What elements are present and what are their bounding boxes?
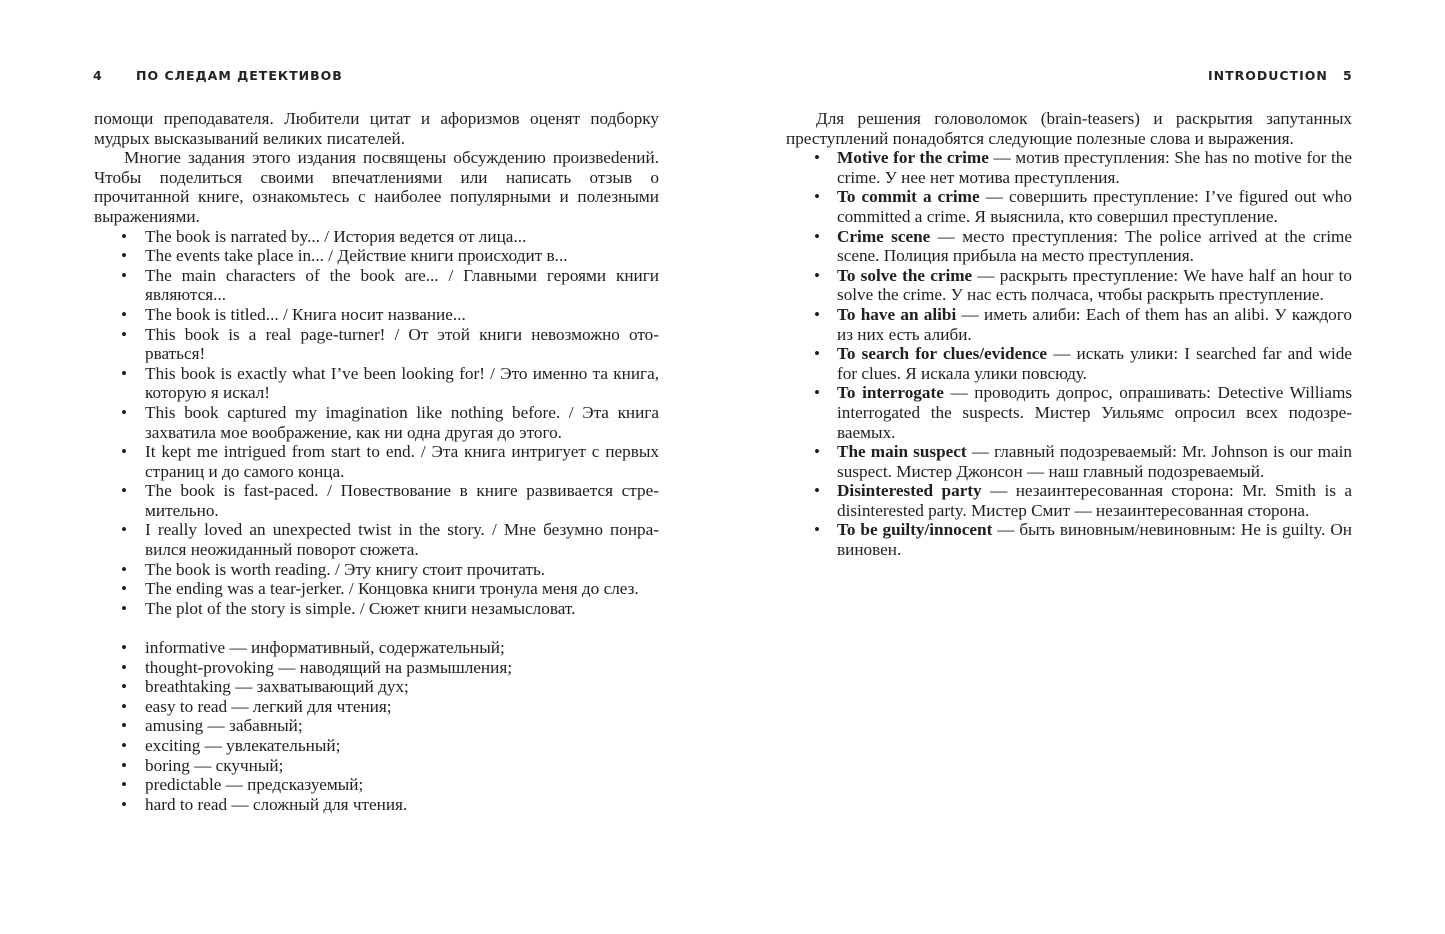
list-item: • The book is worth reading. / Эту книгу стоит прочитать. (94, 560, 659, 580)
term-item (786, 227, 1352, 266)
term-item (786, 266, 1352, 305)
terms-list (786, 148, 1352, 559)
paragraph: помощи преподавателя. Любители цитат и афоризмов оценят подборку мудрых высказываний великих писателей. (94, 109, 659, 148)
term-item (786, 520, 1352, 559)
term-definition: — главный подозреваемый: Mr. Johnson is our main suspect. Мистер Джонсон — наш главный подозреваемый. (837, 442, 1353, 481)
term-definition: — быть виновным/невиновным: He is guilty. Он виновен. (837, 520, 1352, 560)
left-text-block (94, 109, 659, 814)
term-item (786, 344, 1352, 383)
paragraph: Многие задания этого издания посвящены обсуждению произвеdений. Чтобы поделиться своими впечатлениями или написать отзыв о прочитанной книге, ознакомьтесь с наиболее популярными и полезными выражениями. (94, 148, 659, 226)
term-item (786, 305, 1352, 344)
intro-paragraph: Для решения головоломок (brain-teasers) и раскрытия запутанных преступлений понадобятся следующие полезные слова и выражения. (786, 109, 1352, 148)
left-page-number: 4 (93, 68, 103, 83)
left-page (0, 0, 722, 934)
term-definition: — место преступления: The police arrived at the crime scene. Полиция прибыла на место преступления. (837, 226, 1353, 266)
list-item: • The book is narrated by... / История ведется от лица... (94, 227, 659, 247)
right-text-block (786, 109, 1352, 560)
term: To solve the crime (837, 265, 973, 285)
right-page (722, 0, 1445, 934)
term-item (786, 148, 1352, 187)
list-item: • The events take place in... / Действие книги происходит в... (94, 246, 659, 266)
term-item (786, 187, 1352, 226)
list-item: • exciting — увлекательный; (94, 736, 659, 756)
term-definition: — проводить допрос, опрашивать: Detective Williams interrogated the suspects. Мистер Уильямс опросил всех подозреваемых. (837, 383, 1353, 442)
left-running-title: ПО СЛЕДАМ ДЕТЕКТИВОВ (136, 68, 343, 83)
list-item: • thought-provoking — наводящий на размышления; (94, 658, 659, 678)
list-item: • hard to read — сложный для чтения. (94, 795, 659, 815)
term: The main suspect (837, 442, 967, 462)
term: To have an alibi (837, 304, 957, 324)
list-item: • It kept me intrigued from start to end. / Эта книга интригует с первых страниц и до самого конца. (94, 442, 659, 481)
list-item: • amusing — забавный; (94, 716, 659, 736)
adjectives-list (94, 638, 659, 814)
term-definition: — незаинтересованная сторона: Mr. Smith is a disinterested party. Мистер Смит — незаинтересованная сторона. (837, 481, 1352, 520)
term-item (786, 383, 1352, 442)
term-item (786, 442, 1352, 481)
list-item: • The plot of the story is simple. / Сюжет книги незамысловат. (94, 599, 659, 619)
list-item: • easy to read — легкий для чтения; (94, 697, 659, 717)
term-definition: — мотив преступления: She has no motive for the crime. У нее нет мотива преступления. (837, 148, 1352, 187)
list-item: • This book captured my imagination like nothing before. / Эта книга захватила мое воображение, как ни одна другая до этого. (94, 403, 659, 442)
list-item: • The book is titled... / Книга носит название... (94, 305, 659, 325)
term-definition: — иметь алиби: Each of them has an alibi. У каждого из них есть алиби. (837, 304, 1352, 344)
list-item: • This book is exactly what I’ve been looking for! / Это именно та книга, которую я искал! (94, 364, 659, 403)
term: Crime scene (837, 226, 931, 246)
list-item: • The main characters of the book are... / Главными героями книги являются... (94, 266, 659, 305)
right-page-number: 5 (1343, 68, 1353, 83)
term-definition: — раскрыть преступление: We have half an hour to solve the crime. У нас есть полчаса, чтобы раскрыть преступление. (837, 265, 1352, 305)
list-item: • informative — информативный, содержательный; (94, 638, 659, 658)
list-item: • The book is fast-paced. / Повествование в книге развивается стремительно. (94, 481, 659, 520)
list-item: • boring — скучный; (94, 756, 659, 776)
term-item (786, 481, 1352, 520)
right-running-title: INTRODUCTION (1208, 68, 1328, 83)
phrases-list (94, 227, 659, 619)
list-item: • breathtaking — захватывающий дух; (94, 677, 659, 697)
term: Motive for the crime (837, 148, 989, 168)
term: To commit a crime (837, 187, 980, 207)
list-item: • The ending was a tear-jerker. / Концовка книги тронула меня до слез. (94, 579, 659, 599)
term-definition: — совершить преступление: I’ve figured out who committed a crime. Я выяснила, кто совершил преступление. (837, 187, 1352, 226)
term: To interrogate (837, 383, 944, 403)
term-definition: — искать улики: I searched far and wide for clues. Я искала улики повсюду. (837, 344, 1353, 383)
term: To be guilty/innocent (837, 520, 993, 540)
term: Disinterested party (837, 481, 982, 501)
list-item: • This book is a real page-turner! / От этой книги невозможно оторваться! (94, 325, 659, 364)
list-item: • predictable — предсказуемый; (94, 775, 659, 795)
term: To search for clues/evidence (837, 344, 1048, 364)
list-item: • I really loved an unexpected twist in the story. / Мне безумно понравился неожиданный поворот сюжета. (94, 520, 659, 559)
